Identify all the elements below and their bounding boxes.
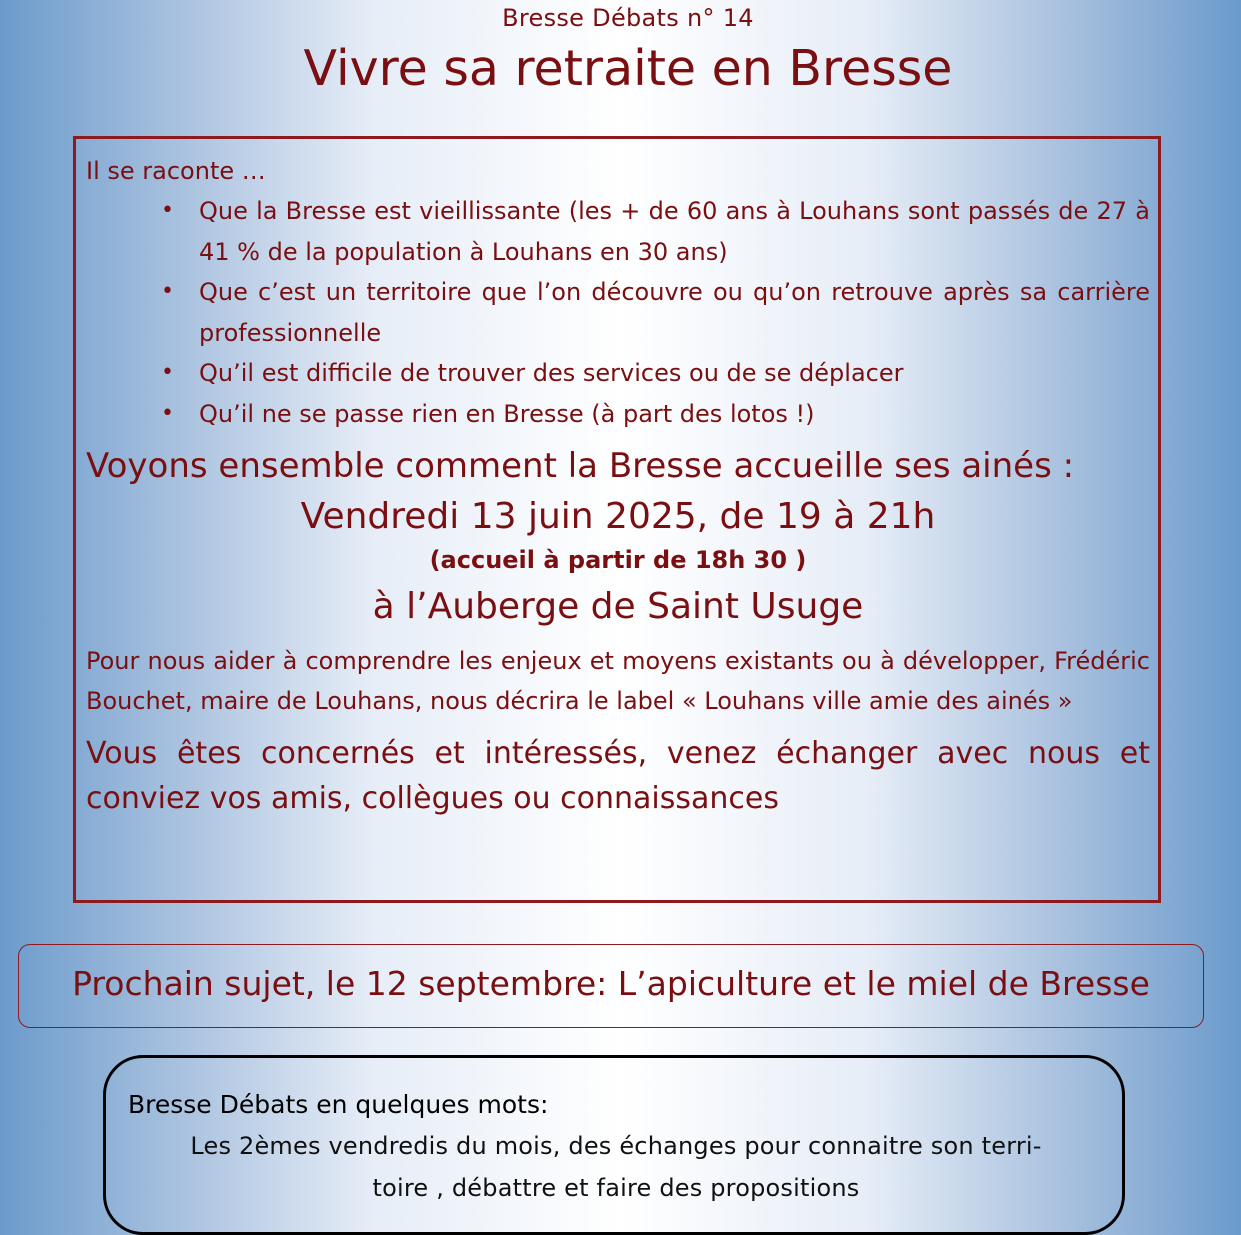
- event-box: [73, 136, 1161, 903]
- list-item: • Qu’il est difficile de trouver des services ou de se déplacer: [199, 353, 1150, 394]
- rumor-list: [86, 191, 1150, 434]
- list-item: • Que c’est un territoire que l’on découvre ou qu’on retrouve après sa carrière professionnelle: [199, 272, 1150, 353]
- issue-number: Bresse Débats n° 14: [502, 4, 754, 32]
- about-title: Bresse Débats en quelques mots: [128, 1090, 540, 1119]
- list-item: • Qu’il ne se passe rien en Bresse (à part des lotos !): [199, 394, 1150, 435]
- about-title-colon: :: [540, 1090, 549, 1119]
- about-line-1: Les 2èmes vendredis du mois, des échanges pour connaitre son terri-: [190, 1132, 1042, 1160]
- page-title: Vivre sa retraite en Bresse: [303, 40, 953, 97]
- list-item: • Que la Bresse est vieillissante (les + de 60 ans à Louhans sont passés de 27 à 41 % de la population à Louhans en 30 ans): [199, 191, 1150, 272]
- event-date: Vendredi 13 juin 2025, de 19 à 21h: [300, 496, 936, 537]
- next-topic-box: [18, 944, 1204, 1028]
- event-headline: Voyons ensemble comment la Bresse accueille ses ainés :: [86, 446, 1075, 486]
- event-location: à l’Auberge de Saint Usuge: [372, 586, 864, 627]
- about-line-2: toire , débattre et faire des propositions: [372, 1174, 860, 1202]
- about-heading: [128, 1085, 1104, 1125]
- next-topic-text: Prochain sujet, le 12 septembre: L’apiculture et le miel de Bresse: [72, 964, 1150, 1003]
- event-description: Pour nous aider à comprendre les enjeux et moyens existants ou à développer, Frédéric Bouchet, maire de Louhans, nous décrira le label « Louhans ville amie des ainés »: [86, 647, 1150, 715]
- call-to-action: Vous êtes concernés et intéressés, venez échanger avec nous et conviez vos amis, collègues ou connaissances: [86, 736, 1150, 816]
- about-box: [103, 1055, 1125, 1235]
- intro-text: Il se raconte …: [86, 157, 266, 185]
- event-welcome-time: (accueil à partir de 18h 30 ): [429, 546, 807, 574]
